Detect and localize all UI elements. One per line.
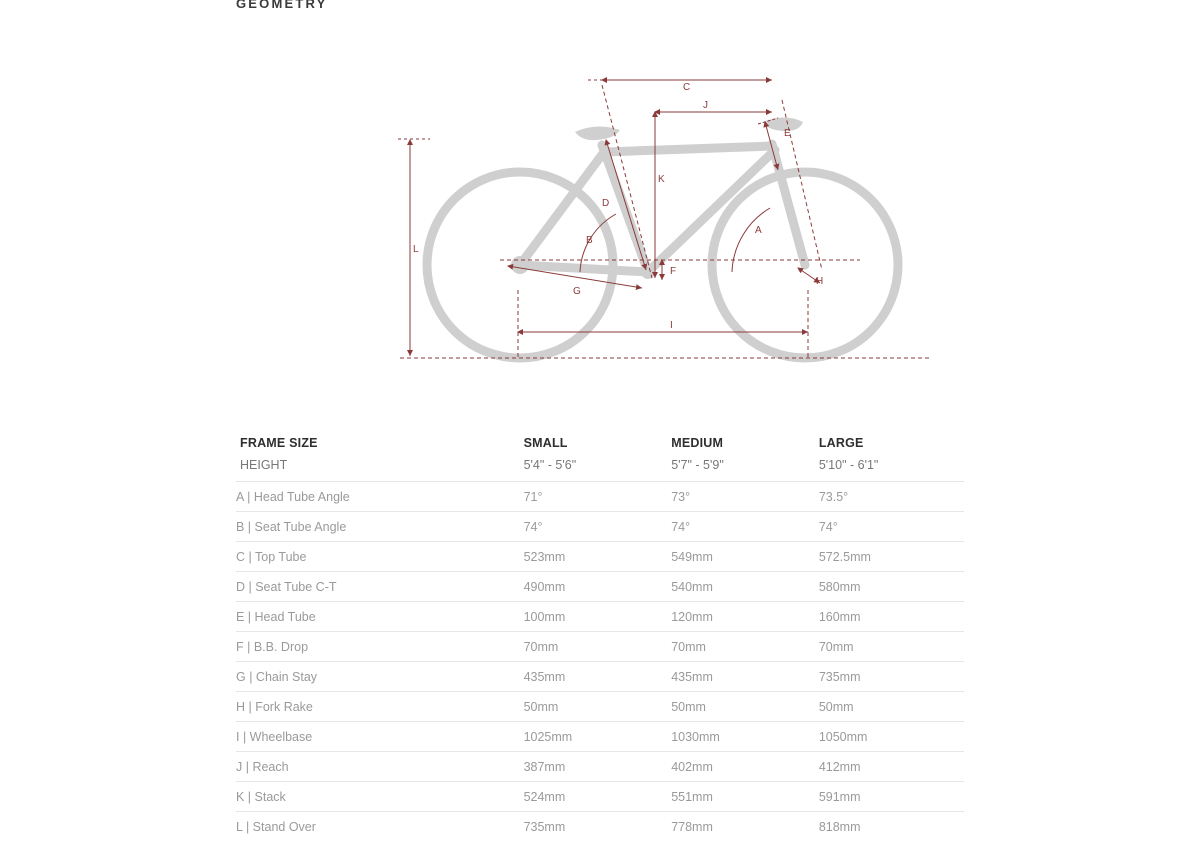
row-value-small: 524mm	[520, 782, 668, 812]
table-row	[236, 572, 964, 602]
table-row	[236, 812, 964, 841]
table-row	[236, 692, 964, 722]
row-value-medium: 549mm	[667, 542, 815, 572]
label-B: B	[586, 235, 593, 246]
table-row	[236, 542, 964, 572]
row-value-medium: 70mm	[667, 632, 815, 662]
measurement-overlay	[398, 80, 930, 358]
row-value-small: 387mm	[520, 752, 668, 782]
row-value-medium: 540mm	[667, 572, 815, 602]
header-frame-size: FRAME SIZE	[236, 432, 520, 456]
table-height-row	[236, 456, 964, 482]
row-label: C | Top Tube	[236, 542, 520, 572]
label-K: K	[658, 174, 665, 185]
row-value-medium: 74°	[667, 512, 815, 542]
table-row	[236, 602, 964, 632]
row-value-large: 735mm	[815, 662, 964, 692]
label-L: L	[413, 244, 419, 255]
row-value-large: 591mm	[815, 782, 964, 812]
header-medium: MEDIUM	[667, 432, 815, 456]
row-value-medium: 778mm	[667, 812, 815, 841]
row-label: D | Seat Tube C-T	[236, 572, 520, 602]
row-value-medium: 551mm	[667, 782, 815, 812]
table-row	[236, 662, 964, 692]
table-row	[236, 722, 964, 752]
row-value-large: 73.5°	[815, 482, 964, 512]
row-label: J | Reach	[236, 752, 520, 782]
label-H: H	[816, 276, 823, 287]
row-value-small: 100mm	[520, 602, 668, 632]
bicycle-silhouette	[427, 118, 898, 359]
row-value-large: 572.5mm	[815, 542, 964, 572]
row-label: F | B.B. Drop	[236, 632, 520, 662]
row-value-small: 1025mm	[520, 722, 668, 752]
geometry-table	[236, 432, 964, 841]
height-small: 5'4" - 5'6"	[520, 456, 668, 482]
row-value-large: 1050mm	[815, 722, 964, 752]
table-row	[236, 752, 964, 782]
label-C: C	[683, 82, 690, 93]
row-label: E | Head Tube	[236, 602, 520, 632]
row-value-small: 74°	[520, 512, 668, 542]
table-header-row	[236, 432, 964, 456]
row-value-small: 50mm	[520, 692, 668, 722]
height-medium: 5'7" - 5'9"	[667, 456, 815, 482]
label-E: E	[784, 128, 791, 139]
table-row	[236, 632, 964, 662]
row-label: G | Chain Stay	[236, 662, 520, 692]
row-label: B | Seat Tube Angle	[236, 512, 520, 542]
row-value-large: 412mm	[815, 752, 964, 782]
table-row	[236, 482, 964, 512]
table-row	[236, 782, 964, 812]
row-label: A | Head Tube Angle	[236, 482, 520, 512]
row-value-medium: 120mm	[667, 602, 815, 632]
row-value-large: 74°	[815, 512, 964, 542]
row-value-small: 71°	[520, 482, 668, 512]
bicycle-geometry-diagram	[380, 40, 960, 390]
row-value-large: 818mm	[815, 812, 964, 841]
row-label: I | Wheelbase	[236, 722, 520, 752]
label-D: D	[602, 198, 609, 209]
label-J: J	[703, 100, 708, 111]
height-label: HEIGHT	[236, 456, 520, 482]
header-small: SMALL	[520, 432, 668, 456]
row-value-medium: 1030mm	[667, 722, 815, 752]
row-label: H | Fork Rake	[236, 692, 520, 722]
label-A: A	[755, 225, 762, 236]
label-F: F	[670, 266, 676, 277]
header-large: LARGE	[815, 432, 964, 456]
row-value-large: 70mm	[815, 632, 964, 662]
row-label: L | Stand Over	[236, 812, 520, 841]
row-value-medium: 50mm	[667, 692, 815, 722]
row-value-medium: 73°	[667, 482, 815, 512]
row-value-small: 523mm	[520, 542, 668, 572]
row-value-medium: 435mm	[667, 662, 815, 692]
page-title: GEOMETRY	[236, 0, 328, 11]
row-value-small: 70mm	[520, 632, 668, 662]
row-value-large: 50mm	[815, 692, 964, 722]
row-value-small: 735mm	[520, 812, 668, 841]
label-I: I	[670, 320, 673, 331]
row-value-large: 580mm	[815, 572, 964, 602]
height-large: 5'10" - 6'1"	[815, 456, 964, 482]
row-value-medium: 402mm	[667, 752, 815, 782]
table-row	[236, 512, 964, 542]
label-G: G	[573, 286, 581, 297]
row-value-small: 490mm	[520, 572, 668, 602]
row-label: K | Stack	[236, 782, 520, 812]
row-value-small: 435mm	[520, 662, 668, 692]
row-value-large: 160mm	[815, 602, 964, 632]
